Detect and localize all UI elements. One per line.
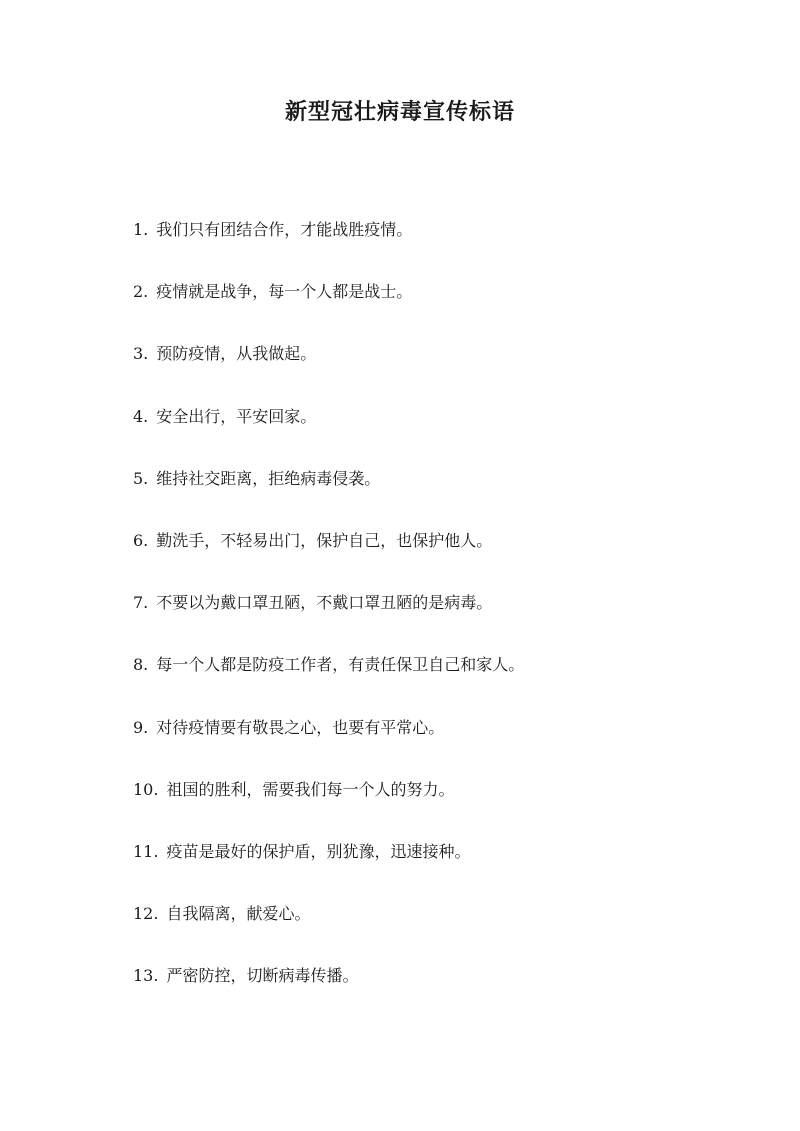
slogan-number: 12. — [133, 904, 159, 924]
slogan-text: 对待疫情要有敬畏之心，也要有平常心。 — [156, 717, 445, 737]
slogan-number: 7. — [133, 593, 149, 613]
slogan-number: 3. — [133, 344, 149, 364]
slogan-item-11 — [133, 835, 753, 897]
slogan-number: 6. — [133, 530, 149, 550]
slogan-item-5 — [133, 462, 753, 524]
slogan-item-1 — [133, 213, 753, 275]
slogan-text: 不要以为戴口罩丑陋，不戴口罩丑陋的是病毒。 — [156, 593, 493, 613]
slogan-text: 自我隔离，献爱心。 — [166, 904, 311, 924]
slogan-text: 每一个人都是防疫工作者，有责任保卫自己和家人。 — [156, 655, 525, 675]
slogan-text: 疫情就是战争，每一个人都是战士。 — [156, 282, 413, 302]
slogan-text: 严密防控，切断病毒传播。 — [166, 966, 359, 986]
slogan-list — [133, 213, 753, 1021]
slogan-item-10 — [133, 773, 753, 835]
slogan-number: 5. — [133, 468, 149, 488]
slogan-number: 1. — [133, 220, 149, 239]
slogan-number: 2. — [133, 282, 149, 302]
slogan-item-2 — [133, 275, 753, 337]
slogan-text: 安全出行，平安回家。 — [156, 406, 317, 426]
slogan-number: 8. — [133, 655, 149, 675]
slogan-number: 10. — [133, 779, 159, 799]
slogan-item-4 — [133, 400, 753, 462]
slogan-item-9 — [133, 711, 753, 773]
slogan-number: 4. — [133, 406, 149, 426]
slogan-text: 预防疫情，从我做起。 — [156, 344, 317, 364]
document-title: 新型冠壮病毒宣传标语 — [284, 99, 515, 125]
slogan-item-13 — [133, 959, 753, 1021]
slogan-item-8 — [133, 648, 753, 710]
slogan-item-3 — [133, 337, 753, 399]
slogan-text: 祖国的胜利，需要我们每一个人的努力。 — [166, 779, 455, 799]
slogan-item-6 — [133, 524, 753, 586]
slogan-text: 维持社交距离，拒绝病毒侵袭。 — [156, 468, 381, 488]
slogan-number: 9. — [133, 717, 149, 737]
slogan-number: 11. — [133, 841, 159, 861]
slogan-text: 疫苗是最好的保护盾，别犹豫，迅速接种。 — [166, 841, 471, 861]
slogan-number: 13. — [133, 966, 159, 986]
slogan-text: 我们只有团结合作，才能战胜疫情。 — [156, 220, 413, 239]
slogan-item-12 — [133, 897, 753, 959]
slogan-text: 勤洗手，不轻易出门，保护自己，也保护他人。 — [156, 530, 493, 550]
slogan-item-7 — [133, 586, 753, 648]
